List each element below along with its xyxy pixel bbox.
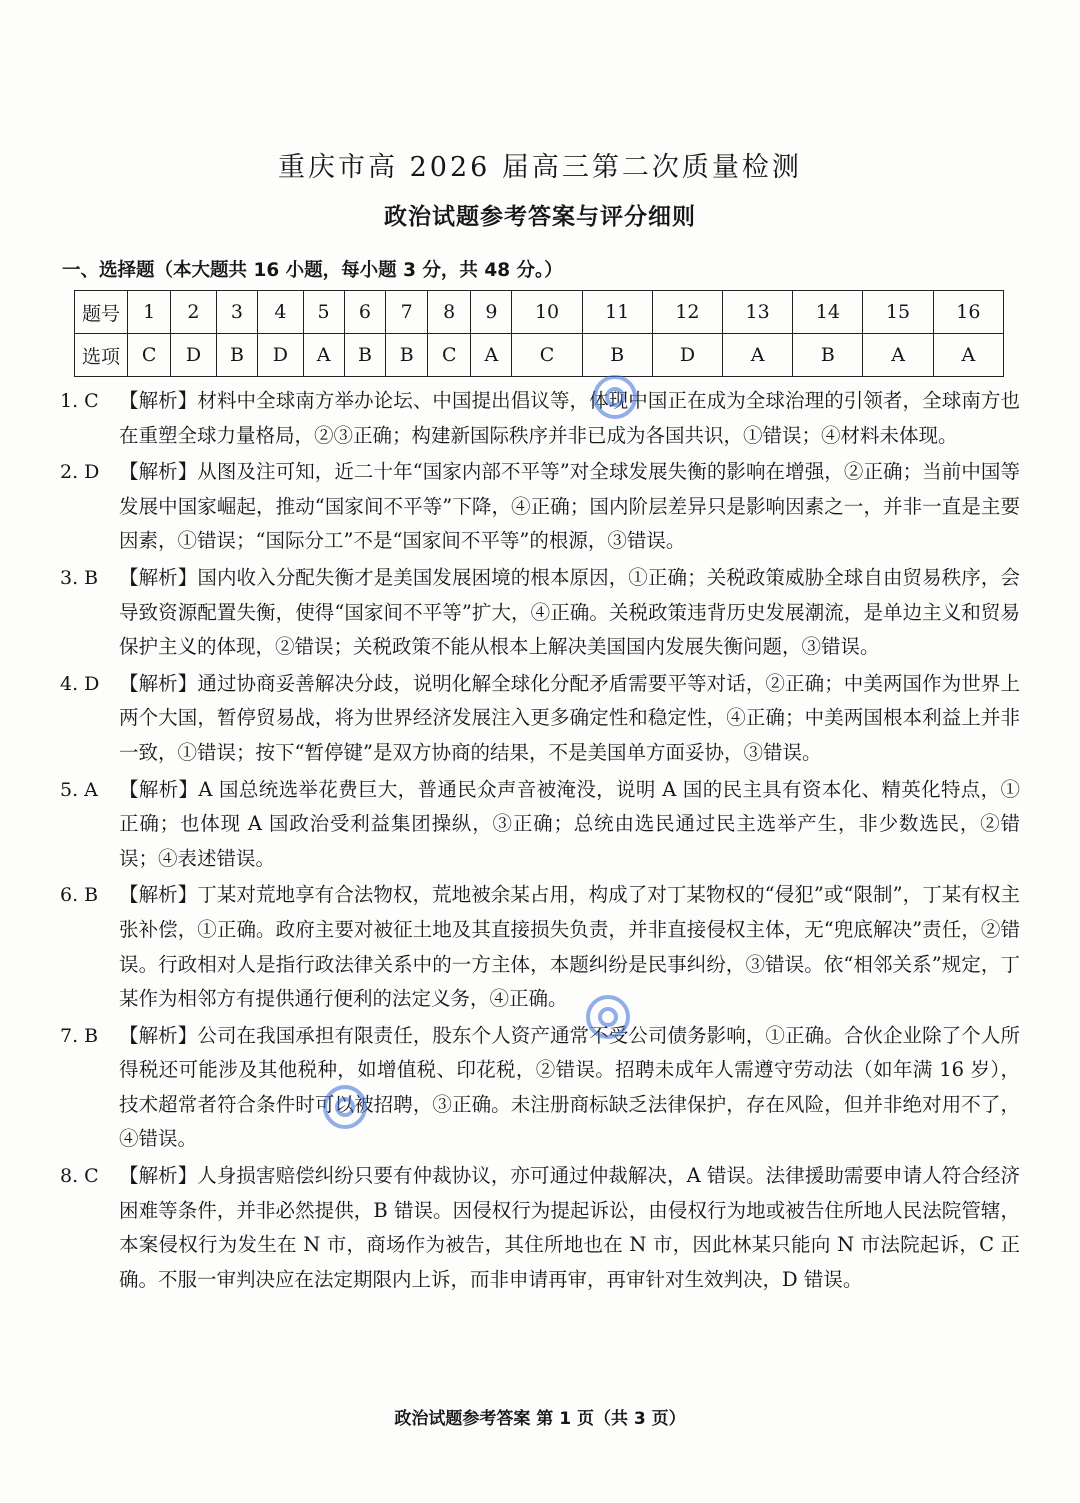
row-label-question-number: 题号: [75, 291, 128, 334]
item-number: 4. D: [60, 672, 100, 695]
question-number-cell: 8: [428, 291, 471, 334]
answer-choice-cell: D: [258, 334, 303, 377]
item-text: 【解析】公司在我国承担有限责任，股东个人资产通常不受公司债务影响，①正确。合伙企业除了个人所得税还可能涉及其他税种，如增值税、印花税，②错误。招聘未成年人需遵守劳动法（如年满 16 岁），技术超常者符合条件时可以被招聘，③正确。未注册商标缺乏法律保护，存在风险，但并非绝对用不了，④错误。: [119, 1023, 1020, 1151]
answer-table-choice-row: [75, 334, 1004, 377]
answer-choice-cell: A: [933, 334, 1003, 377]
explanation-item: [60, 384, 1020, 453]
question-number-cell: 15: [863, 291, 933, 334]
explanation-item: [60, 1019, 1020, 1157]
answer-choice-cell: C: [428, 334, 471, 377]
item-number: 1. C: [60, 390, 99, 412]
item-text: 【解析】材料中全球南方举办论坛、中国提出倡议等，体现中国正在成为全球治理的引领者，全球南方也在重塑全球力量格局，②③正确；构建新国际秩序并非已成为各国共识，①错误；④材料未体现。: [119, 389, 1020, 447]
item-number: 8. C: [60, 1165, 99, 1188]
question-number-cell: 13: [723, 291, 793, 334]
explanation-item: [60, 1159, 1020, 1297]
explanation-item: [60, 561, 1020, 665]
answer-choice-cell: A: [303, 334, 344, 377]
question-number-cell: 3: [216, 291, 258, 334]
question-number-cell: 12: [652, 291, 722, 334]
item-text: 【解析】国内收入分配失衡才是美国发展困境的根本原因，①正确；关税政策威胁全球自由贸易秩序，会导致资源配置失衡，使得“国家间不平等”扩大，④正确。关税政策违背历史发展潮流，是单边主义和贸易保护主义的体现，②错误；关税政策不能从根本上解决美国国内发展失衡问题，③错误。: [119, 565, 1020, 659]
question-number-cell: 6: [344, 291, 386, 334]
answer-choice-cell: C: [128, 334, 171, 377]
question-number-cell: 5: [303, 291, 344, 334]
item-number: 5. A: [60, 778, 98, 801]
item-text: 【解析】从图及注可知，近二十年“国家内部不平等”对全球发展失衡的影响在增强，②正确；当前中国等发展中国家崛起，推动“国家间不平等”下降，④正确；国内阶层差异只是影响因素之一，并非一直是主要因素，①错误；“国际分工”不是“国家间不平等”的根源，③错误。: [119, 460, 1020, 553]
question-number-cell: 11: [582, 291, 652, 334]
section-heading: 一、选择题（本大题共 16 小题，每小题 3 分，共 48 分。）: [62, 260, 563, 281]
item-text: 【解析】人身损害赔偿纠纷只要有仲裁协议，亦可通过仲裁解决，A 错误。法律援助需要申请人符合经济困难等条件，并非必然提供，B 错误。因侵权行为提起诉讼，由侵权行为地或被告住所地人民法院管辖，本案侵权行为发生在 N 市，商场作为被告，其住所地也在 N 市，因此林某只能向 N 市法院起诉，C 正确。不服一审判决应在法定期限内上诉，而非申请再审，再审针对生效判决，D 错误。: [119, 1164, 1020, 1291]
question-number-cell: 1: [128, 291, 171, 334]
answer-choice-cell: B: [582, 334, 652, 377]
answer-choice-cell: A: [471, 334, 512, 377]
answer-table-number-row: [75, 291, 1004, 334]
question-number-cell: 4: [258, 291, 303, 334]
answer-choice-cell: B: [344, 334, 386, 377]
answer-table: [74, 290, 1004, 377]
answer-choice-cell: B: [793, 334, 863, 377]
question-number-cell: 14: [793, 291, 863, 334]
explanation-item: [60, 773, 1020, 877]
row-label-choice: 选项: [75, 334, 128, 377]
item-text: 【解析】A 国总统选举花费巨大，普通民众声音被淹没，说明 A 国的民主具有资本化、精英化特点，①正确；也体现 A 国政治受利益集团操纵，③正确；总统由选民通过民主选举产生，非少数选民，②错误；④表述错误。: [119, 777, 1020, 870]
answer-choice-cell: A: [863, 334, 933, 377]
item-number: 7. B: [60, 1024, 99, 1047]
question-number-cell: 2: [171, 291, 216, 334]
question-number-cell: 16: [933, 291, 1003, 334]
answer-choice-cell: D: [171, 334, 216, 377]
explanation-list: [60, 384, 1020, 1299]
item-text: 【解析】通过协商妥善解决分歧，说明化解全球化分配矛盾需要平等对话，②正确；中美两国作为世界上两个大国，暂停贸易战，将为世界经济发展注入更多确定性和稳定性，④正确；中美两国根本利益上并非一致，①错误；按下“暂停键”是双方协商的结果，不是美国单方面妥协，③错误。: [119, 671, 1020, 764]
answer-choice-cell: B: [386, 334, 428, 377]
explanation-item: [60, 455, 1020, 559]
item-number: 2. D: [60, 461, 100, 484]
page-subtitle: 政治试题参考答案与评分细则: [384, 204, 696, 230]
page-footer: 政治试题参考答案 第 1 页（共 3 页）: [394, 1409, 686, 1429]
item-text: 【解析】丁某对荒地享有合法物权，荒地被余某占用，构成了对丁某物权的“侵犯”或“限制”，丁某有权主张补偿，①正确。政府主要对被征土地及其直接损失负责，并非直接侵权主体，无“兜底解决”责任，②错误。行政相对人是指行政法律关系中的一方主体，本题纠纷是民事纠纷，③错误。依“相邻关系”规定，丁某作为相邻方有提供通行便利的法定义务，④正确。: [119, 883, 1020, 1011]
question-number-cell: 10: [512, 291, 582, 334]
answer-choice-cell: B: [216, 334, 258, 377]
item-number: 3. B: [60, 566, 99, 589]
item-number: 6. B: [60, 884, 99, 907]
explanation-item: [60, 667, 1020, 771]
answer-choice-cell: A: [723, 334, 793, 377]
answer-choice-cell: D: [652, 334, 722, 377]
page-title: 重庆市高 2026 届高三第二次质量检测: [278, 152, 802, 183]
question-number-cell: 7: [386, 291, 428, 334]
answer-choice-cell: C: [512, 334, 582, 377]
explanation-item: [60, 878, 1020, 1016]
question-number-cell: 9: [471, 291, 512, 334]
